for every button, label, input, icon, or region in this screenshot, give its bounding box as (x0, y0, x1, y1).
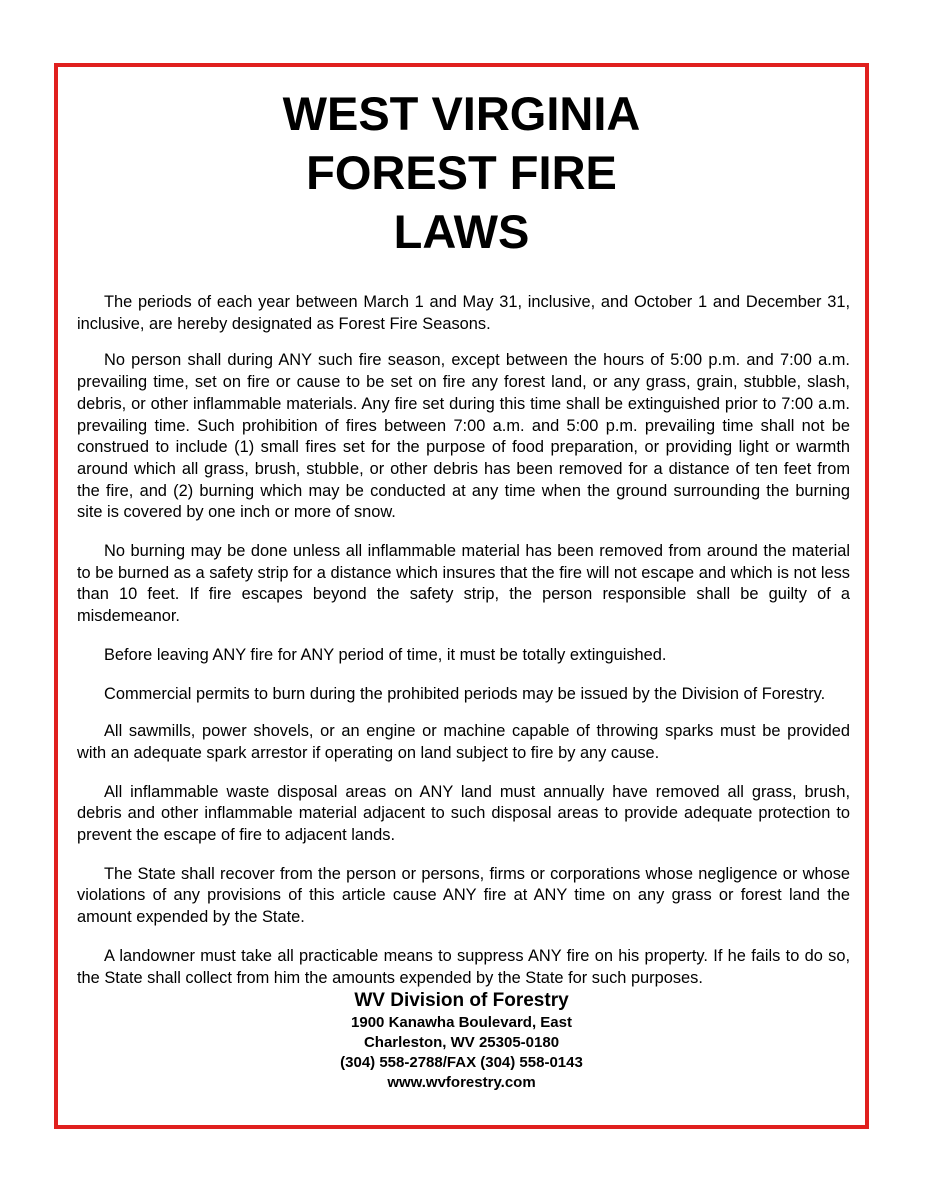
title-line-3: LAWS (393, 205, 530, 258)
paragraph-state-recovery: The State shall recover from the person or persons, firms or corporations whose negligence or whose violations of any provisions of this article cause ANY fire at ANY time on any grass or forest land the amount expended by the State. (77, 864, 850, 927)
paragraph-fire-seasons: The periods of each year between March 1 and May 31, inclusive, and October 1 and December 31, inclusive, are hereby designated as Forest Fire Seasons. (77, 293, 850, 333)
contact-footer (58, 989, 865, 1093)
org-name: WV Division of Forestry (354, 990, 569, 1011)
paragraph-commercial-permits: Commercial permits to burn during the prohibited periods may be issued by the Division of Forestry. (104, 684, 826, 703)
paragraph-safety-strip: No burning may be done unless all inflammable material has been removed from around the material to be burned as a safety strip for a distance which insures that the fire will not escape and which is not less than 10 feet. If fire escapes beyond the safety strip, the person responsible shall be guilty of a misdemeanor. (77, 542, 850, 626)
laws-body (77, 292, 850, 989)
city-state-zip: Charleston, WV 25305-0180 (363, 1034, 560, 1051)
paragraph-landowner: A landowner must take all practicable means to suppress ANY fire on his property. If he fails to do so, the State shall collect from him the amounts expended by the State for such purposes. (77, 946, 850, 987)
page-title (58, 84, 865, 261)
paragraph-spark-arrestor: All sawmills, power shovels, or an engine or machine capable of throwing sparks must be provided with an adequate spark arrestor if operating on land subject to fire by any cause. (77, 722, 850, 762)
paragraph-waste-disposal: All inflammable waste disposal areas on ANY land must annually have removed all grass, brush, debris and other inflammable material adjacent to such disposal areas to provide adequate protection to prevent the escape of fire to adjacent lands. (77, 782, 850, 845)
street-address: 1900 Kanawha Boulevard, East (351, 1014, 572, 1031)
website: www.wvforestry.com (387, 1074, 536, 1091)
paragraph-extinguish: Before leaving ANY fire for ANY period of time, it must be totally extinguished. (104, 645, 667, 664)
title-line-2: FOREST FIRE (306, 146, 617, 199)
title-line-1: WEST VIRGINIA (282, 87, 641, 140)
phone-fax: (304) 558-2788/FAX (304) 558-0143 (340, 1054, 583, 1071)
paragraph-burning-hours: No person shall during ANY such fire season, except between the hours of 5:00 p.m. and 7:00 a.m. prevailing time, set on fire or cause to be set on fire any forest land, or any grass, grain, stubble, slash, debris, or other inflammable materials. Any fire set during this time shall be extinguished prior to 7:00 a.m. prevailing time. Such prohibition of fires between 7:00 a.m. and 5:00 p.m. prevailing time shall not be construed to include (1) small fires set for the purpose of food preparation, or providing light or warmth around which all grass, brush, stubble, or other debris has been removed for a distance of ten feet from the fire, and (2) burning which may be conducted at any time when the ground surrounding the burning site is covered by one inch or more of snow. (77, 351, 850, 522)
